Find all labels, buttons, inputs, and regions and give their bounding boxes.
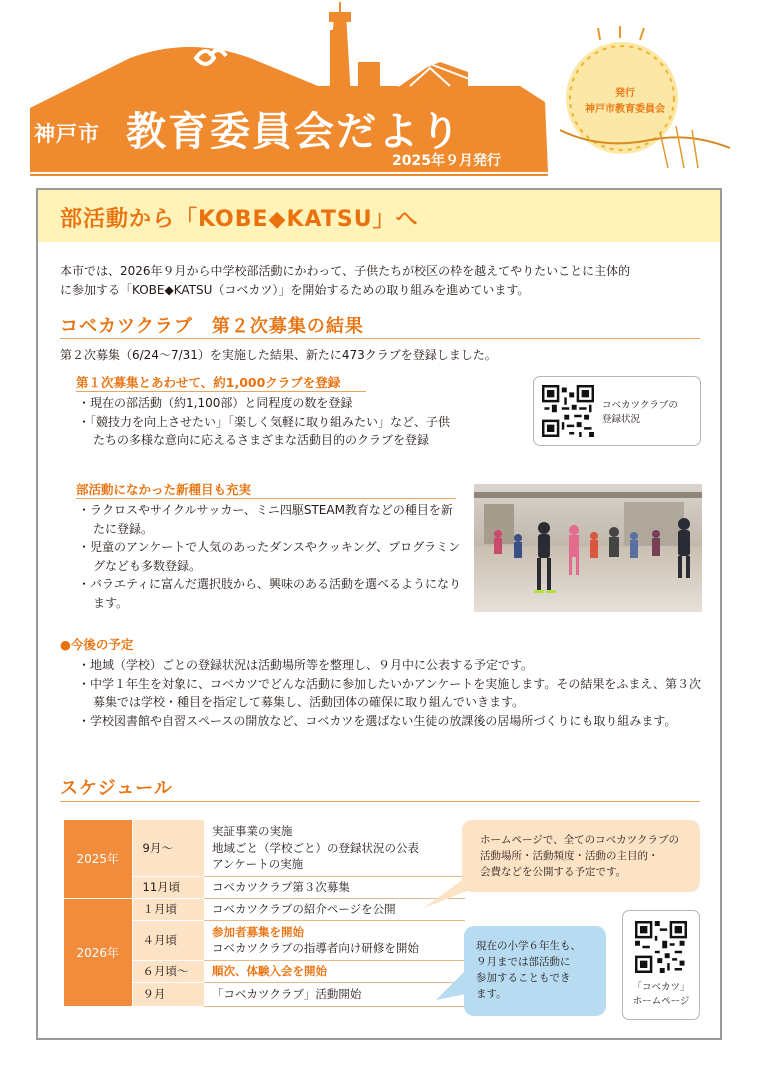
results-lead: 第２次募集（6/24～7/31）を実施した結果、新たに473クラブを登録しました。 [60, 348, 497, 362]
intro-line: に参加する「KOBE◆KATSU（コベカツ）」を開始するための取り組みを進めています。 [60, 283, 530, 297]
bubble-line: ます。 [476, 988, 507, 1000]
list-item: ・地域（学校）ごとの登録状況は活動場所等を整理し、９月中に公表する予定です。 [78, 658, 534, 672]
bubble-line: 現在の小学６年生も、 [476, 940, 581, 952]
dance-class-photo [474, 484, 702, 612]
event-cell: 順次、体験入会を開始 [204, 960, 465, 982]
qr-card-homepage[interactable] [622, 910, 700, 1020]
section-rule [60, 801, 700, 802]
month-cell: ６月頃～ [132, 960, 204, 982]
list-item: ・バラエティに富んだ選択肢から、興味のある活動を選べるようになります。 [78, 577, 462, 610]
new-activities-list [78, 501, 462, 612]
bubble-text [476, 938, 581, 1002]
bubble-line: 会費などを公開する予定です。 [480, 866, 627, 878]
event-text: コベカツクラブの指導者向け研修を開始 [212, 941, 419, 955]
article-banner [38, 190, 720, 242]
table-row [64, 898, 465, 920]
event-cell: コベカツクラブの紹介ページを公開 [204, 898, 465, 920]
bubble-pointer-icon [424, 880, 494, 920]
article-title: 部活動から「KOBE◆KATSU」へ [60, 207, 419, 232]
newsletter-title: 教育委員会だより [126, 109, 462, 155]
plans-heading: ●今後の予定 [60, 637, 134, 652]
list-item: ・学校図書館や自習スペースの開放など、コベカツを選ばない生徒の放課後の居場所づくりにも取り組みます。 [78, 713, 677, 728]
bubble-line: 参加することもでき [476, 972, 571, 984]
intro-line: 本市では、2026年９月から中学校部活動にかわって、子供たちが校区の枠を越えてやりたいことに主体的 [60, 264, 631, 278]
bubble-line: 活動場所・活動頻度・活動の主目的・ [480, 850, 659, 862]
schedule-table [64, 820, 465, 1007]
month-cell: 11月頃 [132, 876, 204, 898]
subheading-rule [76, 391, 366, 392]
bubble-line: ９月までは部活動に [476, 956, 571, 968]
plans-list [78, 656, 704, 730]
port-tower-icon [330, 22, 350, 90]
event-text: 実証事業の実施 [212, 824, 293, 838]
header-city: 神戸市 [34, 122, 100, 146]
list-item: ・ラクロスやサイクルサッカー、ミニ四駆STEAM教育などの種目を新たに登録。 [78, 503, 453, 536]
year-cell: 2026年 [64, 898, 132, 1006]
year-cell: 2025年 [64, 820, 132, 898]
month-cell: ４月頃 [132, 920, 204, 960]
bubble-pointer-icon [436, 970, 476, 1010]
section-heading-schedule: スケジュール [60, 778, 173, 799]
qr-code-icon[interactable] [635, 921, 687, 973]
month-cell: ９月 [132, 982, 204, 1006]
grade6-note-bubble [464, 926, 606, 1016]
registered-list [78, 394, 458, 450]
publisher-name: 神戸市教育委員会 [585, 104, 665, 115]
publisher-label: 発行 [615, 88, 635, 99]
qr-code-icon[interactable] [542, 385, 594, 437]
qr-caption-line: 「コベカツ」 [632, 982, 690, 993]
event-cell [204, 820, 465, 876]
table-row [64, 820, 465, 876]
section-rule [60, 338, 700, 339]
event-text: 参加者募集を開始 [212, 924, 304, 939]
subheading-rule [76, 498, 456, 499]
masthead [0, 0, 760, 182]
event-cell: 「コベカツクラブ」活動開始 [204, 982, 465, 1006]
dance-photo-image [474, 484, 702, 612]
event-text: アンケートの実施 [212, 857, 304, 871]
intro-paragraph [60, 262, 710, 300]
list-item: ・中学１年生を対象に、コベカツでどんな活動に参加したいかアンケートを実施します。その結果をふまえ、第３次募集では学校・種目を指定して募集し、活動団体の確保に取り組んでいきます。 [78, 676, 702, 709]
section-heading-results: コベカツクラブ 第２次募集の結果 [60, 316, 364, 337]
list-item: ・現在の部活動（約1,100部）と同程度の数を登録 [78, 396, 353, 410]
article-frame [36, 188, 722, 1040]
publisher-badge [575, 86, 675, 118]
qr-card-registration[interactable] [533, 376, 701, 446]
month-cell: 9月～ [132, 820, 204, 876]
subheading-registered: 第１次募集とあわせて、約1,000クラブを登録 [76, 375, 341, 390]
event-text: 地域ごと（学校ごと）の登録状況の公表 [212, 840, 419, 855]
homepage-note-bubble [462, 820, 700, 892]
qr-caption-line: コベカツクラブの [602, 400, 678, 411]
issue-date: 2025年９月発行 [392, 153, 501, 169]
list-item: ・「競技力を向上させたい」「楽しく気軽に取り組みたい」など、子供たちの多様な意向に応えるさまざまな活動目的のクラブを登録 [78, 414, 451, 447]
bubble-text [480, 832, 679, 880]
bubble-line: ホームページで、全てのコベカツクラブの [480, 834, 679, 846]
qr-caption [623, 981, 699, 1009]
qr-caption-line: 登録状況 [602, 414, 641, 425]
event-cell [204, 920, 465, 960]
qr-caption-line: ホームページ [632, 996, 690, 1007]
qr-caption [602, 399, 678, 427]
event-cell: コベカツクラブ第３次募集 [204, 876, 465, 898]
subheading-new-activities: 部活動になかった新種目も充実 [76, 482, 252, 497]
list-item: ・児童のアンケートで人気のあったダンスやクッキング、プログラミングなども多数登録。 [78, 540, 461, 573]
month-cell: １月頃 [132, 898, 204, 920]
